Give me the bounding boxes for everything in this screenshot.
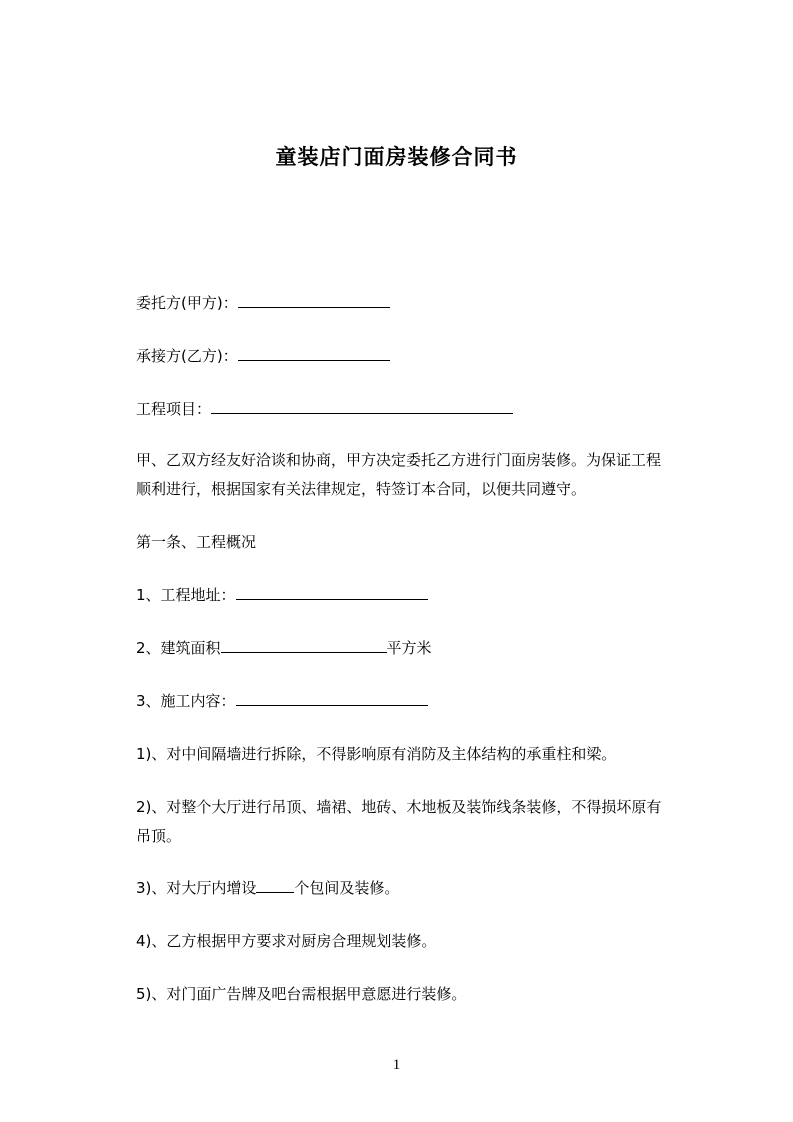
- sub-item-3-suffix: 个包间及装修。: [294, 879, 400, 897]
- sub-item-5: 5)、对门面广告牌及吧台需根据甲意愿进行装修。: [136, 985, 467, 1003]
- document-title: 童装店门面房装修合同书: [275, 145, 518, 169]
- party-b-blank[interactable]: [238, 345, 390, 361]
- sub-item-2-line-2: 吊顶。: [136, 827, 182, 845]
- project-label: 工程项目：: [136, 400, 212, 418]
- party-b-line: [136, 345, 390, 367]
- item-1-label: 1、工程地址：: [136, 586, 236, 604]
- sub-item-3-line: [136, 877, 399, 899]
- item-3-line: [136, 690, 428, 712]
- party-a-line: [136, 292, 390, 314]
- sub-item-3-blank[interactable]: [256, 877, 294, 893]
- intro-line-2: 顺利进行，根据国家有关法律规定，特签订本合同，以便共同遵守。: [136, 480, 587, 498]
- project-blank[interactable]: [211, 398, 513, 414]
- party-a-label: 委托方(甲方)：: [136, 294, 238, 312]
- item-2-label: 2、建筑面积: [136, 639, 221, 657]
- item-3-blank[interactable]: [236, 690, 428, 706]
- intro-line-1: 甲、乙双方经友好洽谈和协商，甲方决定委托乙方进行门面房装修。为保证工程: [136, 451, 662, 469]
- sub-item-3-prefix: 3)、对大厅内增设: [136, 879, 257, 897]
- page-number: 1: [392, 1057, 401, 1073]
- project-line: [136, 398, 513, 420]
- item-1-blank[interactable]: [236, 584, 428, 600]
- item-3-label: 3、施工内容：: [136, 692, 236, 710]
- party-a-blank[interactable]: [238, 292, 390, 308]
- item-1-line: [136, 584, 428, 606]
- party-b-label: 承接方(乙方)：: [136, 347, 238, 365]
- sub-item-2-line-1: 2)、对整个大厅进行吊顶、墙裙、地砖、木地板及装饰线条装修，不得损坏原有: [136, 798, 662, 816]
- sub-item-4: 4)、乙方根据甲方要求对厨房合理规划装修。: [136, 932, 437, 950]
- article-1-heading: 第一条、工程概况: [136, 533, 257, 551]
- sub-item-1: 1)、对中间隔墙进行拆除，不得影响原有消防及主体结构的承重柱和梁。: [136, 745, 617, 763]
- item-2-blank[interactable]: [221, 637, 387, 653]
- item-2-unit: 平方米: [386, 639, 432, 657]
- item-2-line: [136, 637, 432, 659]
